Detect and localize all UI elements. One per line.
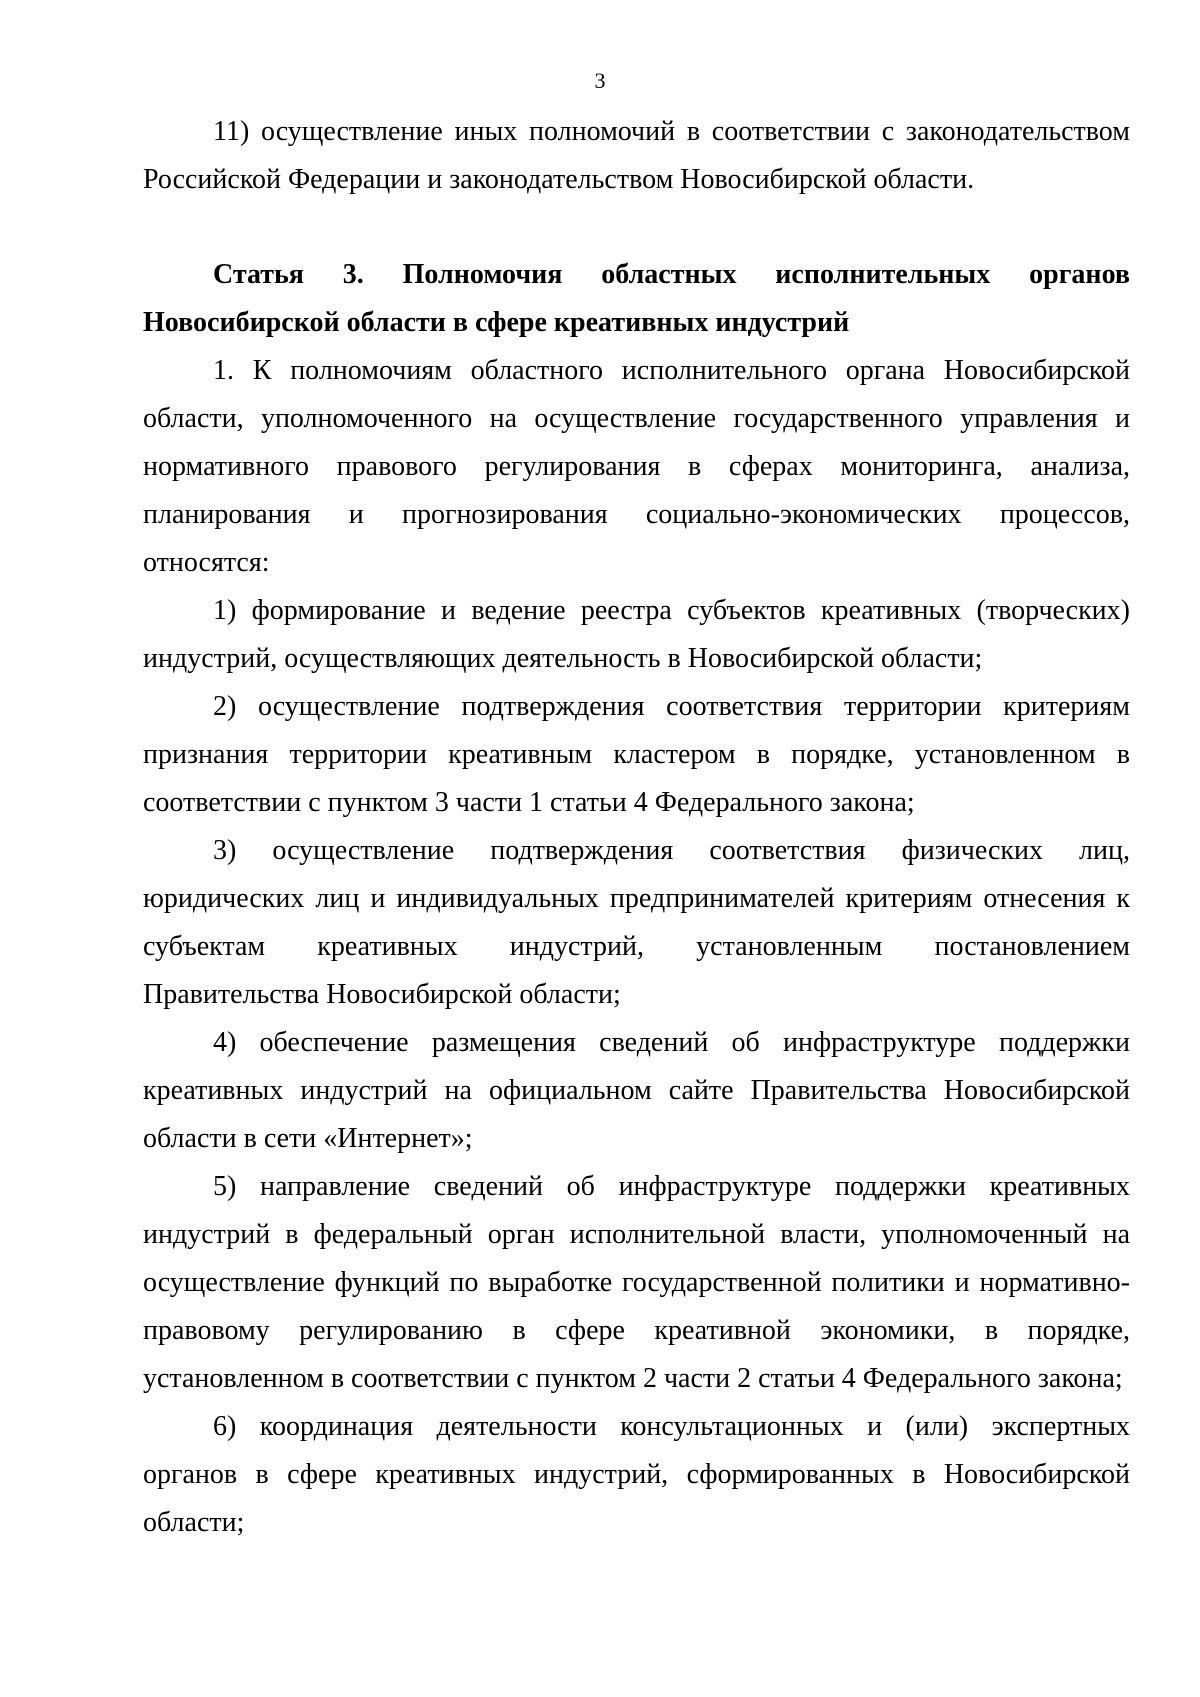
paragraph-item-4: 4) обеспечение размещения сведений об инфраструктуре поддержки креативных индустрий на официальном сайте Правительства Новосибирской области в сети «Интернет»; xyxy=(143,1027,1130,1154)
paragraph-item-6: 6) координация деятельности консультационных и (или) экспертных органов в сфере креативных индустрий, сформированных в Новосибирской области; xyxy=(143,1411,1130,1538)
article-3-heading: Статья 3. Полномочия областных исполнительных органов Новосибирской области в сфере креативных индустрий xyxy=(143,259,1130,338)
paragraph-item-11: 11) осуществление иных полномочий в соответствии с законодательством Российской Федерации и законодательством Новосибирской области. xyxy=(143,116,1130,195)
page-number: 3 xyxy=(594,68,606,93)
paragraph-item-1: 1) формирование и ведение реестра субъектов креативных (творческих) индустрий, осуществляющих деятельность в Новосибирской области; xyxy=(143,595,1130,674)
paragraph-item-2: 2) осуществление подтверждения соответствия территории критериям признания территории креативным кластером в порядке, установленном в соответствии с пунктом 3 части 1 статьи 4 Федерального закона; xyxy=(143,691,1130,818)
paragraph-section-1-intro: 1. К полномочиям областного исполнительного органа Новосибирской области, уполномоченного на осуществление государственного управления и нормативного правового регулирования в сферах мониторинга, анализа, планирования и прогнозирования социально-экономических процессов, относятся: xyxy=(143,355,1130,578)
paragraph-item-5: 5) направление сведений об инфраструктуре поддержки креативных индустрий в федеральный орган исполнительной власти, уполномоченный на осуществление функций по выработке государственной политики и нормативно-правовому регулированию в сфере креативной экономики, в порядке, установленном в соответствии с пунктом 2 части 2 статьи 4 Федерального закона; xyxy=(143,1171,1130,1394)
paragraph-item-3: 3) осуществление подтверждения соответствия физических лиц, юридических лиц и индивидуальных предпринимателей критериям отнесения к субъектам креативных индустрий, установленным постановлением Правительства Новосибирской области; xyxy=(143,835,1130,1010)
document-body xyxy=(143,108,1130,1547)
